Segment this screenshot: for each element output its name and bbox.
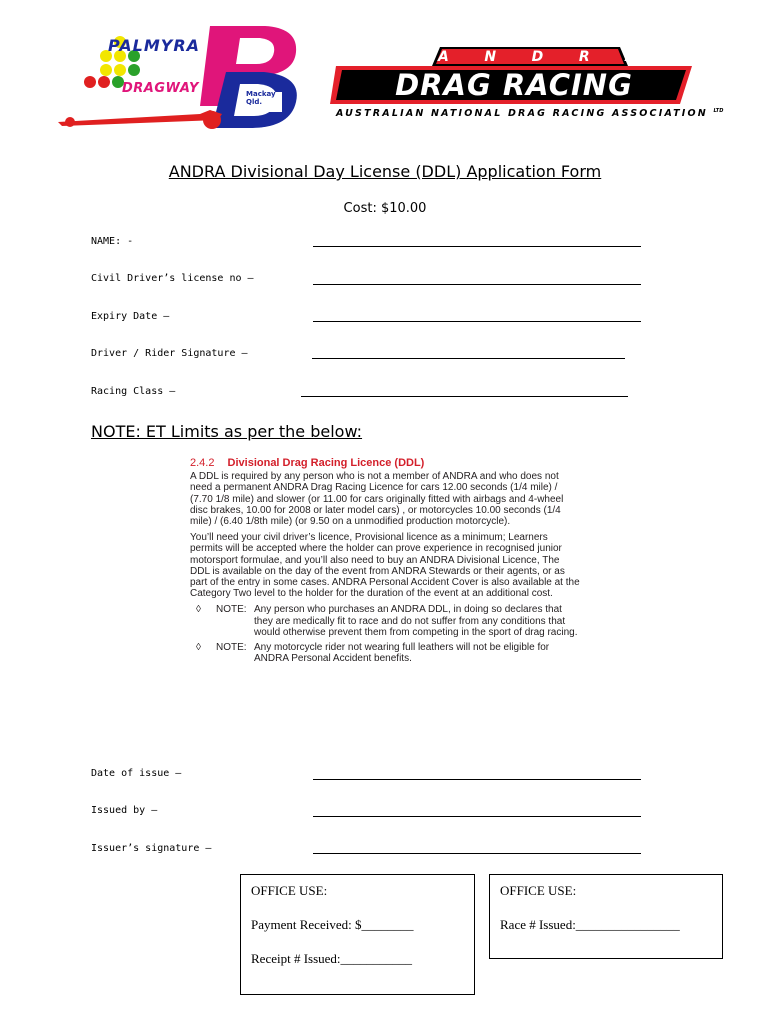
note-label: NOTE: [216,642,247,654]
office-use-heading: OFFICE USE: [251,883,328,898]
issuer-signature-field[interactable] [313,853,641,854]
form-title: ANDRA Divisional Day License (DDL) Application Form [168,162,602,181]
palmyra-dragway-logo [50,22,302,132]
andra-letters [438,46,638,68]
excerpt-note [190,642,580,664]
name-field[interactable] [313,246,641,247]
payment-received-field[interactable]: Payment Received: $________ [251,917,414,932]
excerpt-paragraph: You’ll need your civil driver’s licence, Provisional licence as a minimum; Learners permits will be accepted where the holder can prove experience in recognised junior motorsport formulae, and you’ll also need to buy an ANDRA Divisional Licence, The DDL is available on the day of the event from ANDRA Stewards or their agents, or as part of the entry in some cases. ANDRA Personal Accident Cover is also available at the Category Two level to the holder for the duration of the event at an additional cost. [190,532,580,600]
note-heading: NOTE: ET Limits as per the below: [91,422,363,441]
note-label: NOTE: [216,604,247,616]
regulation-excerpt [190,458,580,740]
license-number-label: Civil Driver’s license no – [91,273,254,284]
form-cost: Cost: $10.00 [343,201,427,216]
office-use-heading: OFFICE USE: [500,883,577,898]
excerpt-paragraph: A DDL is required by any person who is not a member of ANDRA and who does not need a permanent ANDRA Drag Racing Licence for cars 12.00 seconds (1/4 mile) / (7.70 1/8 mile) and slower (or 11.00 for cars originally fitted with airbags and 4-wheel disc brakes, 10.00 for 2008 or later model cars) , or motorcycles 10.00 seconds (1/4 mile) / (6.40 1/8th mile) (or 9.50 on a unmodified production motorcycle). [190,471,564,528]
date-of-issue-field[interactable] [313,779,641,780]
note-text: Any person who purchases an ANDRA DDL, in doing so declares that they are medically fit to race and do not suffer from any conditions that would otherwise prevent them from competing in the sport of drag racing. [254,604,578,638]
excerpt-heading [190,458,580,469]
andra-drag-racing-logo [330,46,724,128]
andra-tagline-suffix: LTD [713,108,724,114]
andra-letter: N [484,49,499,65]
palmyra-bottom-text: DRAGWAY [122,81,199,96]
diamond-bullet-icon: ◊ [196,604,201,616]
andra-letter: D [531,49,546,65]
diamond-bullet-icon: ◊ [196,642,201,654]
driver-signature-label: Driver / Rider Signature – [91,348,248,359]
office-use-box-left [240,874,475,995]
receipt-issued-field[interactable]: Receipt # Issued:___________ [251,951,413,966]
driver-signature-field[interactable] [312,358,625,359]
expiry-date-label: Expiry Date – [91,311,170,322]
andra-letter: R [578,49,592,65]
issuer-signature-label: Issuer’s signature – [91,843,212,854]
license-number-field[interactable] [313,284,641,285]
name-label: NAME: - [91,236,134,247]
note-text: Any motorcycle rider not wearing full leathers will not be eligible for ANDRA Personal Accident benefits. [254,642,550,665]
racing-class-label: Racing Class – [91,386,176,397]
andra-tagline-text: AUSTRALIAN NATIONAL DRAG RACING ASSOCIATION [336,108,708,120]
issued-by-field[interactable] [313,816,641,817]
date-of-issue-label: Date of issue – [91,768,182,779]
andra-letter: A [438,49,451,65]
excerpt-section-title: Divisional Drag Racing Licence (DDL) [227,458,425,469]
racing-class-field[interactable] [301,396,628,397]
andra-letter: A [625,49,638,65]
race-issued-field[interactable]: Race # Issued:________________ [500,917,680,932]
excerpt-note [190,604,580,638]
palmyra-top-text: PALMYRA [108,36,201,55]
excerpt-section-number: 2.4.2 [190,458,215,469]
issued-by-label: Issued by – [91,805,158,816]
expiry-date-field[interactable] [313,321,641,322]
office-use-box-right [489,874,723,959]
andra-main-text: DRAG RACING [395,68,633,102]
andra-tagline [336,108,724,120]
palmyra-side-text: Mackay Qld. [246,90,276,106]
